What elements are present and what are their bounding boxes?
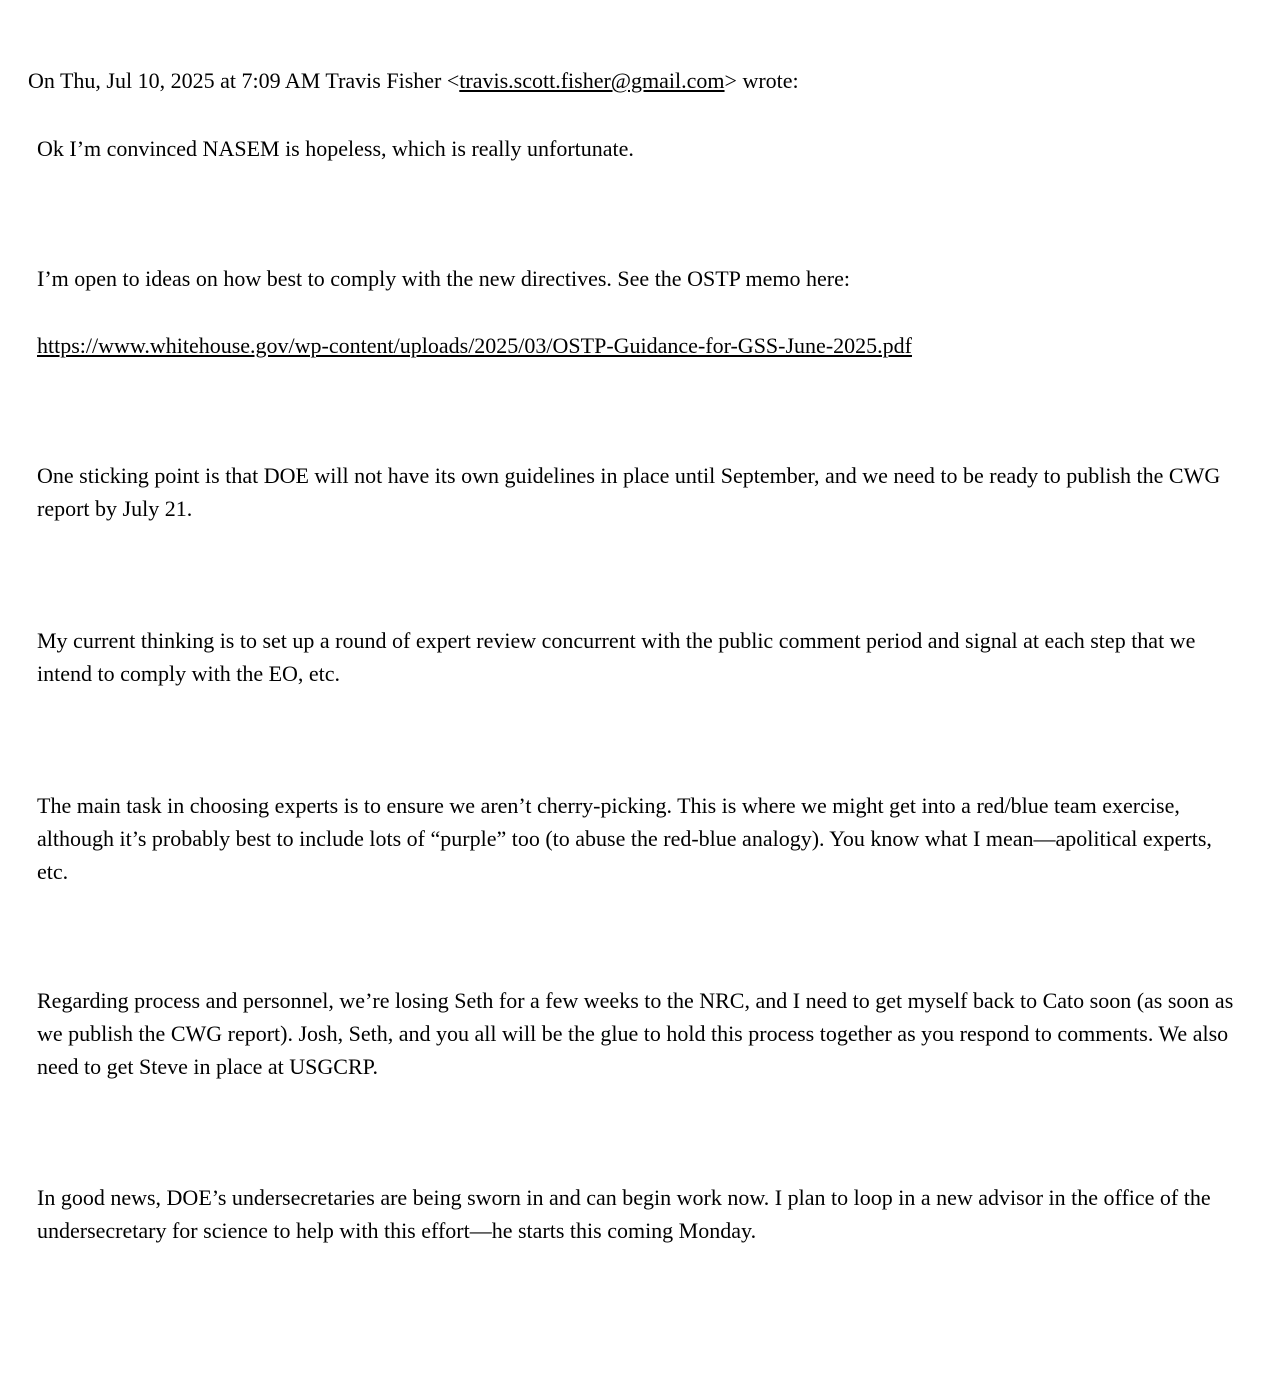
email-paragraph-good-news: In good news, DOE’s undersecretaries are being sworn in and can begin work now. I plan to loop in a new advisor in the office of the undersecretary for science to help with this effort—he starts this coming Monday.	[37, 1185, 1211, 1243]
sender-email-link[interactable]: travis.scott.fisher@gmail.com	[459, 68, 725, 93]
quote-attribution	[28, 64, 1242, 97]
email-paragraph-expert-review: My current thinking is to set up a round of expert review concurrent with the public comment period and signal at each step that we intend to comply with the EO, etc.	[37, 628, 1196, 686]
email-paragraph-process-personnel: Regarding process and personnel, we’re losing Seth for a few weeks to the NRC, and I need to get myself back to Cato soon (as soon as we publish the CWG report). Josh, Seth, and you all will be the glue to hold this process together as you respond to comments. We also need to get Steve in place at USGCRP.	[37, 988, 1234, 1079]
email-paragraph-choosing-experts: The main task in choosing experts is to ensure we aren’t cherry-picking. This is where we might get into a red/blue team exercise, although it’s probably best to include lots of “purple” too (to abuse the red-blue analogy). You know what I mean—apolitical experts, etc.	[37, 793, 1212, 884]
email-paragraph-sticking-point: One sticking point is that DOE will not have its own guidelines in place until September, and we need to be ready to publish the CWG report by July 21.	[37, 463, 1221, 521]
attribution-suffix: > wrote:	[724, 68, 799, 93]
email-paragraph-directives: I’m open to ideas on how best to comply with the new directives. See the OSTP memo here:	[37, 266, 851, 291]
ostp-memo-link[interactable]: https://www.whitehouse.gov/wp-content/uploads/2025/03/OSTP-Guidance-for-GSS-June-2025.pdf	[37, 333, 912, 358]
email-paragraph-nasem: Ok I’m convinced NASEM is hopeless, which is really unfortunate.	[37, 136, 634, 161]
quoted-email-body	[37, 132, 1237, 1247]
attribution-prefix: On Thu, Jul 10, 2025 at 7:09 AM Travis Fisher <	[28, 68, 460, 93]
memo-link-paragraph	[37, 329, 1237, 362]
